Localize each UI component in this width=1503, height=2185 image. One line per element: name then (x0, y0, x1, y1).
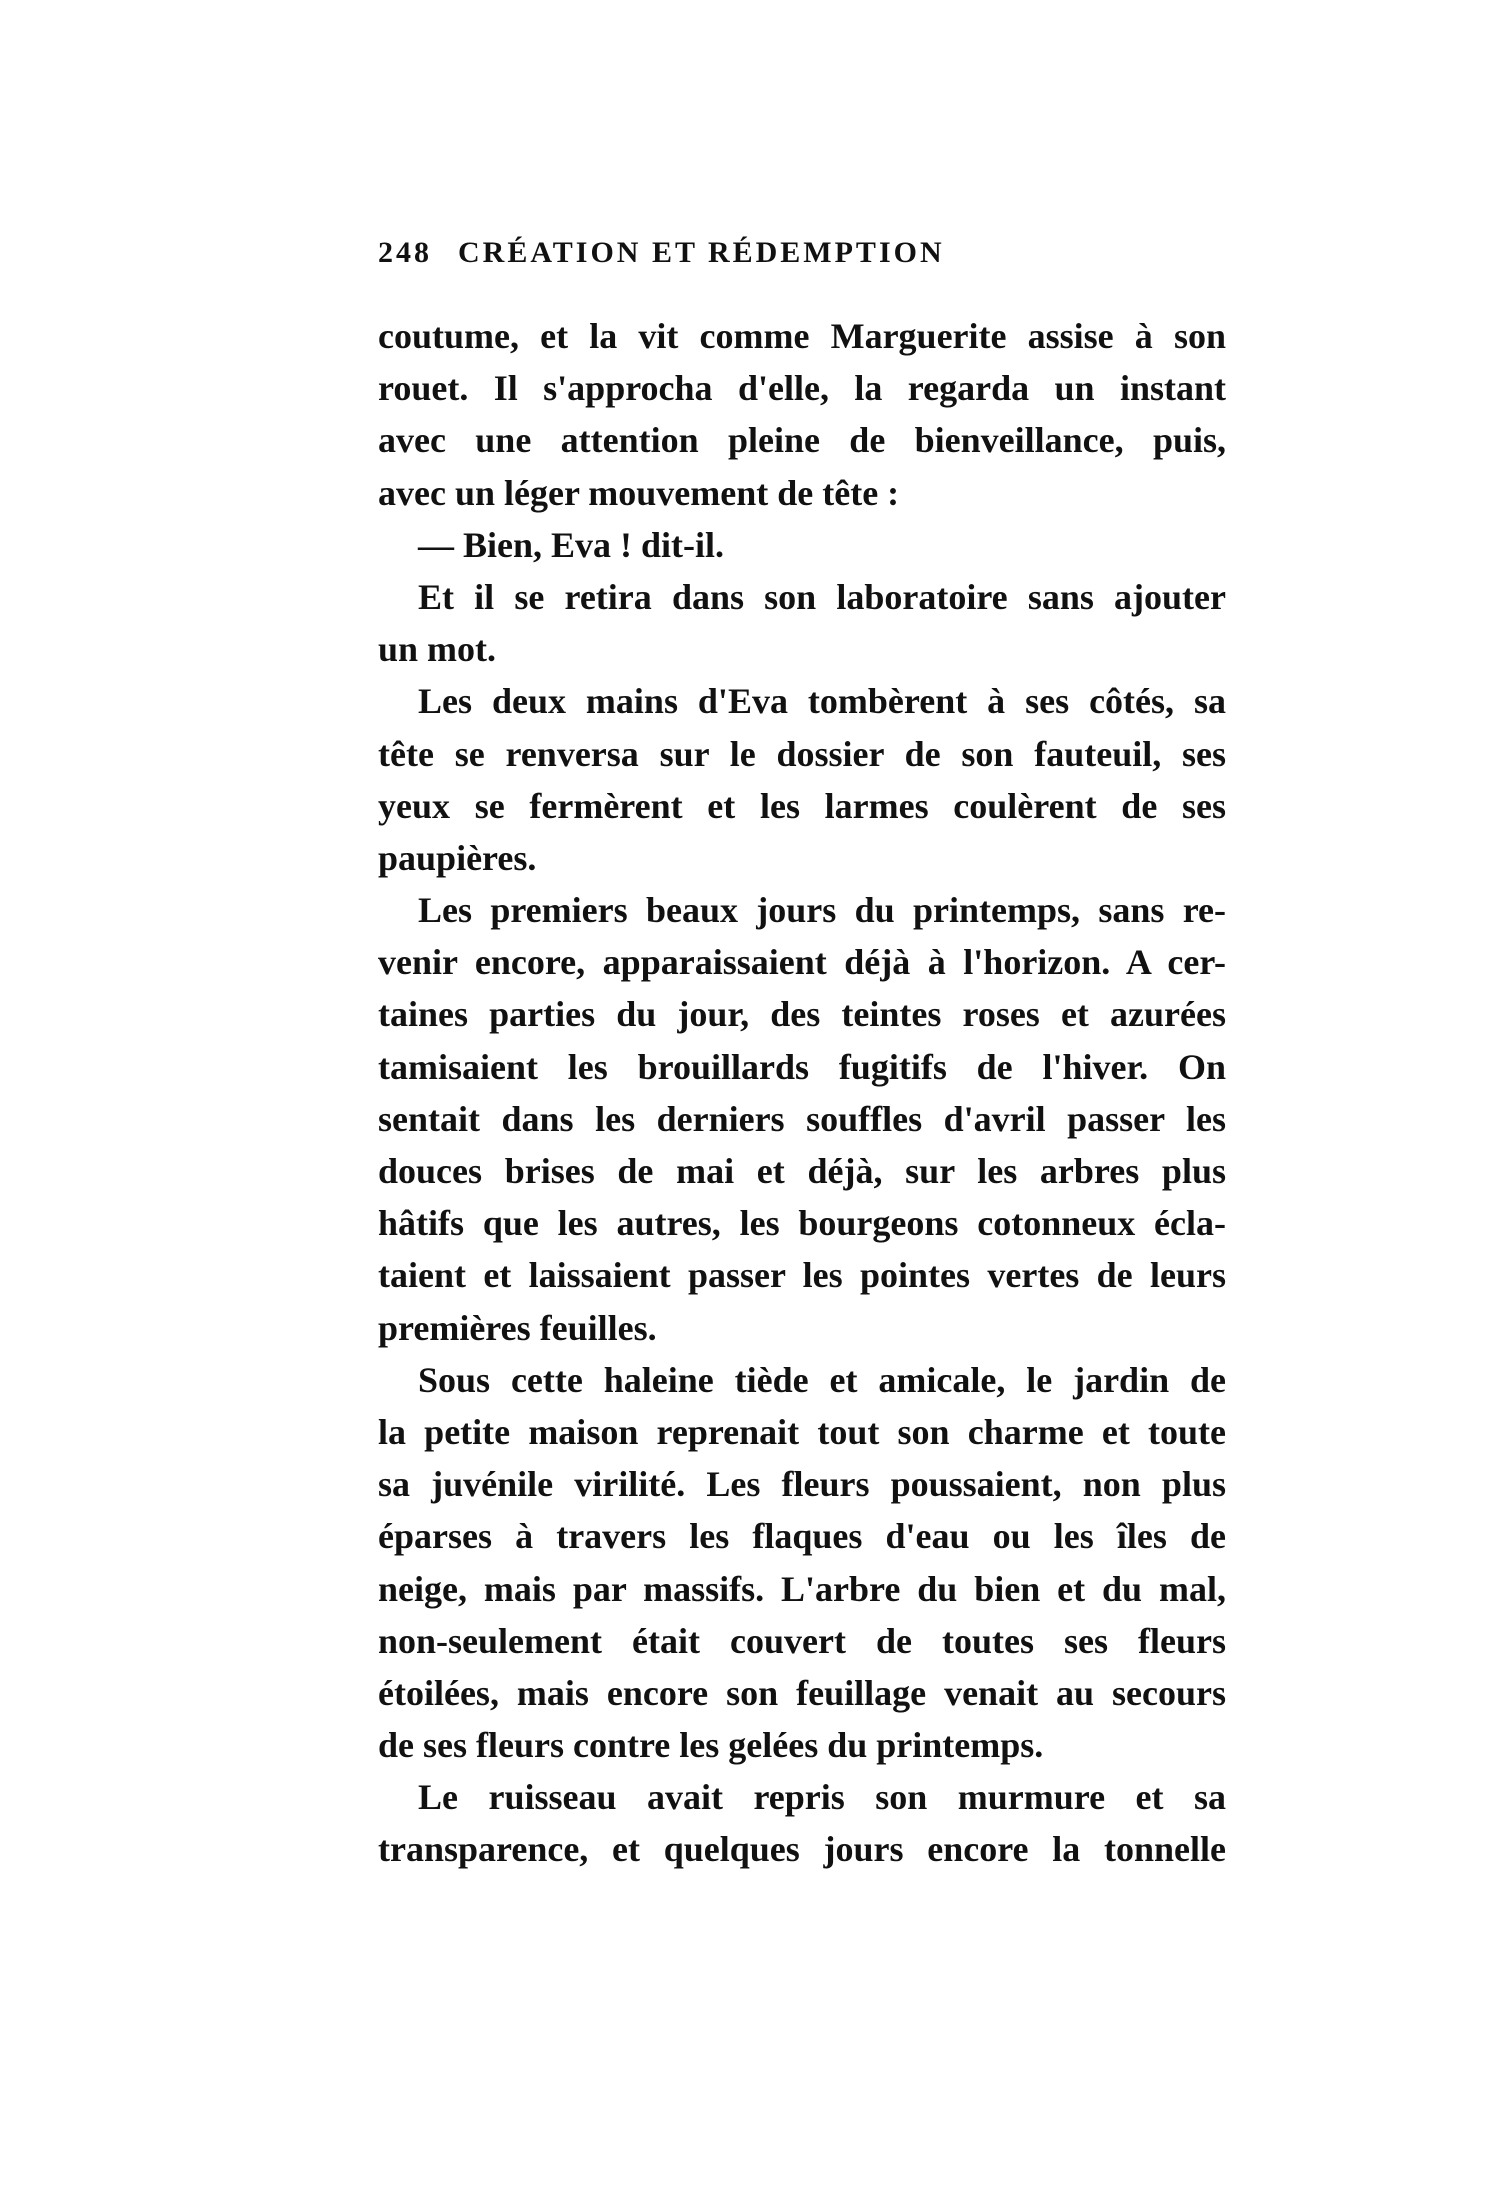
text-line: coutume, et la vit comme Marguerite assise à son (378, 316, 1226, 356)
text-line: yeux se fermèrent et les larmes coulèrent de ses (378, 785, 1226, 826)
paragraph (378, 310, 1226, 519)
text-line: Les deux mains d'Eva tombèrent à ses côtés, sa (418, 681, 1226, 722)
running-header (378, 236, 1098, 280)
paragraph (378, 675, 1226, 884)
text-line: un mot. (378, 629, 497, 670)
text-line: sa juvénile virilité. Les fleurs poussaient, non plus (378, 1464, 1226, 1505)
text-line: étoilées, mais encore son feuillage venait au secours (378, 1672, 1226, 1713)
paragraph (378, 884, 1226, 1354)
paragraph (378, 1771, 1226, 1875)
text-line: taient et laissaient passer les pointes vertes de leurs (378, 1255, 1226, 1296)
text-line: venir encore, apparaissaient déjà à l'horizon. A cer- (378, 942, 1226, 983)
running-title: CRÉATION ET RÉDEMPTION (458, 236, 945, 269)
paragraph (378, 571, 1226, 675)
text-line: éparses à travers les flaques d'eau ou les îles de (378, 1516, 1226, 1557)
text-line: taines parties du jour, des teintes roses et azurées (378, 994, 1226, 1035)
text-line: douces brises de mai et déjà, sur les arbres plus (378, 1151, 1226, 1191)
text-line: neige, mais par massifs. L'arbre du bien et du mal, (378, 1568, 1226, 1609)
text-line: de ses fleurs contre les gelées du printemps. (378, 1725, 1044, 1766)
text-line: Et il se retira dans son laboratoire sans ajouter (418, 576, 1226, 617)
text-line: avec une attention pleine de bienveillance, puis, (378, 420, 1226, 461)
text-line: tête se renversa sur le dossier de son fauteuil, ses (378, 733, 1226, 774)
paragraph (378, 1354, 1226, 1772)
text-line: paupières. (378, 837, 537, 878)
text-line: Le ruisseau avait repris son murmure et sa (418, 1777, 1226, 1818)
text-line: sentait dans les derniers souffles d'avril passer les (378, 1098, 1226, 1139)
text-line: non-seulement était couvert de toutes ses fleurs (378, 1620, 1226, 1661)
text-line: — Bien, Eva ! dit-il. (418, 524, 725, 565)
text-line: rouet. Il s'approcha d'elle, la regarda un instant (378, 368, 1226, 409)
text-line: avec un léger mouvement de tête : (378, 472, 900, 513)
page-body (378, 310, 1226, 1876)
text-line: hâtifs que les autres, les bourgeons cotonneux écla- (378, 1203, 1226, 1244)
text-line: transparence, et quelques jours encore la tonnelle (378, 1829, 1226, 1870)
text-line: la petite maison reprenait tout son charme et toute (378, 1411, 1226, 1452)
text-line: Sous cette haleine tiède et amicale, le jardin de (418, 1359, 1226, 1400)
text-line: Les premiers beaux jours du printemps, sans re- (418, 890, 1226, 931)
text-line: tamisaient les brouillards fugitifs de l'hiver. On (378, 1046, 1226, 1087)
text-line: premières feuilles. (378, 1307, 657, 1348)
page-number: 248 (378, 236, 432, 269)
paragraph (378, 519, 1226, 571)
